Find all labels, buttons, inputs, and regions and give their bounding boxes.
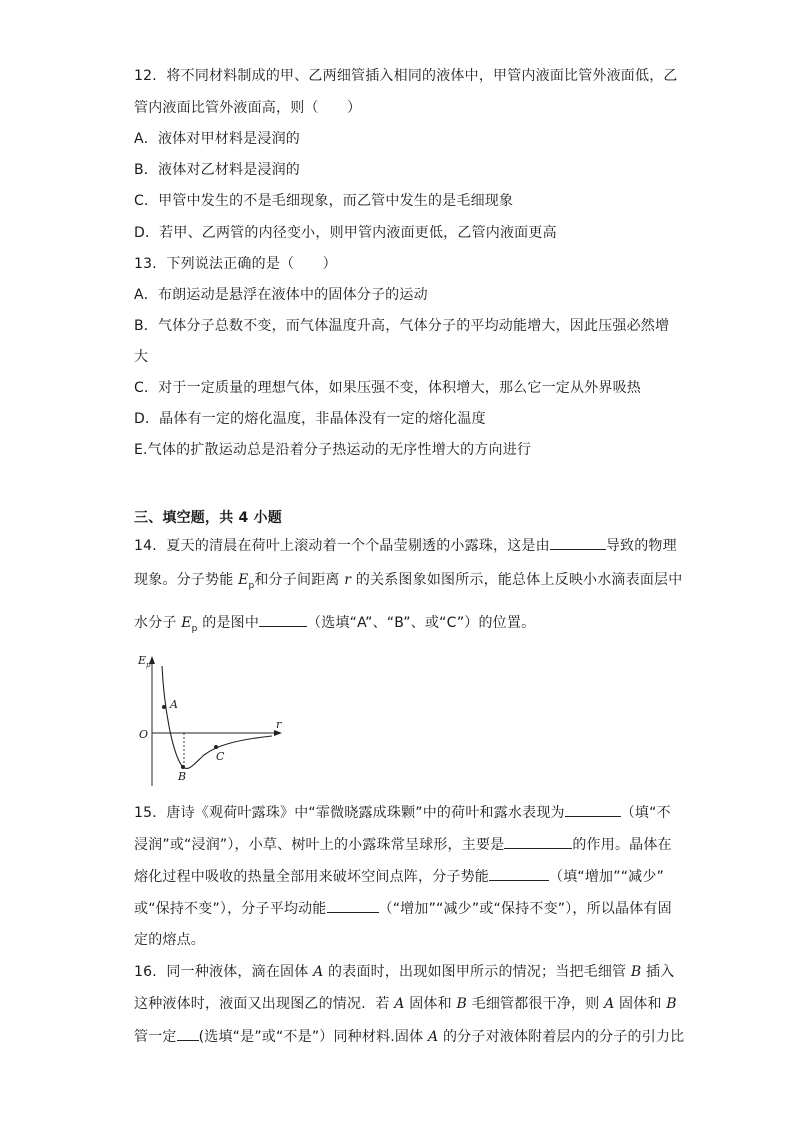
point-b-marker [181, 765, 185, 769]
answer-blank[interactable] [327, 898, 379, 913]
q12-stem-line1: 12．将不同材料制成的甲、乙两细管插入相同的液体中，甲管内液面比管外液面低，乙 [134, 68, 678, 84]
q13-option-d: D．晶体有一定的熔化温度，非晶体没有一定的熔化温度 [134, 411, 486, 427]
y-axis-label: $E_p$ [138, 654, 151, 669]
x-axis-label: r [276, 718, 282, 731]
q15-line4: 或“保持不变”），分子平均动能 （“增加”“减少”或“保持不变”），所以晶体有固 [134, 898, 672, 919]
q13-option-e: E.气体的扩散运动总是沿着分子热运动的无序性增大的方向进行 [134, 442, 532, 458]
point-c-marker [214, 745, 218, 749]
q12-option-b: B．液体对乙材料是浸润的 [134, 162, 301, 178]
q12-option-c: C．甲管中发生的不是毛细现象，而乙管中发生的是毛细现象 [134, 193, 514, 209]
point-c-label: C [216, 750, 225, 763]
q12-option-d: D．若甲、乙两管的内径变小，则甲管内液面更低，乙管内液面更高 [134, 225, 557, 241]
answer-blank[interactable] [489, 866, 549, 881]
q13-option-a: A．布朗运动是悬浮在液体中的固体分子的运动 [134, 287, 428, 303]
q13-option-c: C．对于一定质量的理想气体，如果压强不变，体积增大，那么它一定从外界吸热 [134, 380, 641, 396]
q15-line5: 定的熔点。 [134, 932, 205, 948]
q16-line1: 16．同一种液体，滴在固体 A 的表面时，出现如图甲所示的情况；当把毛细管 B 插入 [134, 964, 675, 980]
q15-line1: 15．唐诗《观荷叶露珠》中“霏微晓露成珠颗”中的荷叶和露水表现为 （填“不 [134, 802, 671, 823]
point-b-label: B [178, 770, 187, 783]
q14-line2: 现象。分子势能 $E_p$和分子间距离 r 的关系图象如图所示，能总体上反映小水滴表面层中 [134, 572, 683, 591]
q13-option-b-line1: B．气体分子总数不变，而气体温度升高，气体分子的平均动能增大，因此压强必然增 [134, 318, 670, 334]
point-a-label: A [170, 698, 178, 711]
answer-blank[interactable] [177, 1026, 199, 1041]
q16-line3: 管一定 (选填“是”或“不是”）同种材料.固体 A 的分子对液体附着层内的分子的引力比 [134, 1026, 684, 1047]
q14-line1: 14．夏天的清晨在荷叶上滚动着一个个晶莹剔透的小露珠，这是由 导致的物理 [134, 535, 677, 556]
q12-stem-line2: 管内液面比管外液面高，则（ ） [134, 100, 362, 116]
answer-blank[interactable] [259, 612, 307, 627]
q14-line3: 水分子 $E_p$ 的是图中 （选填“A”、“B”、或“C”）的位置。 [134, 612, 535, 639]
answer-blank[interactable] [550, 535, 606, 550]
q12-option-a: A．液体对甲材料是浸润的 [134, 131, 300, 147]
origin-label: O [139, 728, 149, 741]
potential-energy-figure [134, 652, 294, 792]
section-heading: 三、填空题，共 4 小题 [134, 510, 282, 526]
point-a-marker [162, 705, 166, 709]
answer-blank[interactable] [565, 802, 621, 817]
q15-line3: 熔化过程中吸收的热量全部用来破坏空间点阵，分子势能 （填“增加”“减少” [134, 866, 664, 887]
q15-line2: 浸润”或“浸润”），小草、树叶上的小露珠常呈球形，主要是 的作用。晶体在 [134, 834, 672, 855]
q13-stem: 13．下列说法正确的是（ ） [134, 256, 337, 272]
q16-line2: 这种液体时，液面又出现图乙的情况．若 A 固体和 B 毛细管都很干净，则 A 固体和 B [134, 996, 677, 1012]
answer-blank[interactable] [504, 834, 572, 849]
q13-option-b-line2: 大 [134, 349, 149, 365]
